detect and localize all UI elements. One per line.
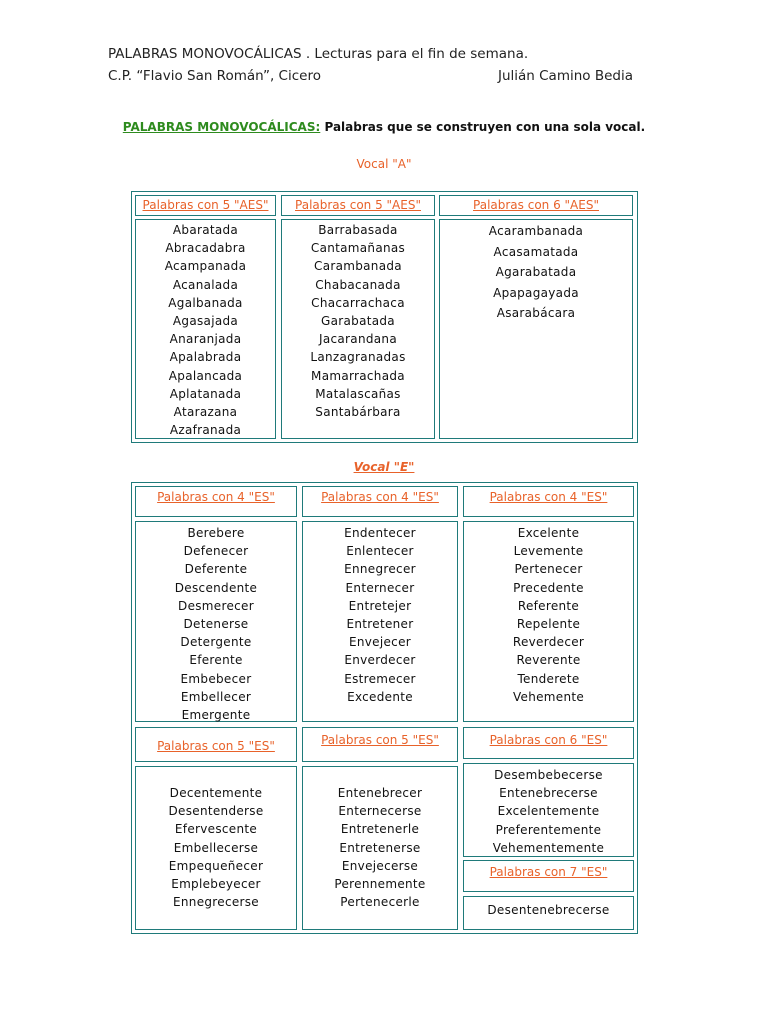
table-e-row2-column-1 (135, 766, 297, 930)
word-item: Entretener (346, 616, 414, 631)
word-item: Enternecerse (338, 804, 422, 819)
word-item: Asarabácara (496, 306, 576, 320)
word-item: Abaratada (172, 223, 239, 237)
word-item: Mamarrachada (311, 368, 405, 383)
word-item: Anaranjada (169, 332, 242, 347)
word-item: Entenebrecerse (499, 786, 598, 801)
word-item: Perennemente (334, 876, 426, 891)
author-name: Julián Camino Bedia (497, 68, 633, 84)
word-item: Excedente (347, 689, 413, 704)
word-item: Agasajada (172, 313, 239, 328)
word-item: Entretenerle (340, 822, 420, 837)
word-item: Pertenecerle (340, 895, 420, 910)
table-e-row2-column-3 (463, 763, 634, 857)
header-label: Palabras con 6 "AES" (473, 198, 599, 212)
word-item: Eferente (189, 653, 243, 668)
word-item: Matalascañas (315, 386, 401, 401)
word-item: Embebecer (180, 671, 252, 686)
word-item: Apapagayada (493, 285, 579, 300)
table-e-header-6 (463, 727, 634, 759)
word-item: Chacarrachaca (311, 295, 405, 310)
table-e-header-1 (135, 486, 297, 517)
word-item: Desentenebrecerse (487, 903, 610, 917)
word-item: Deferente (184, 562, 248, 577)
word-item: Atarazana (173, 404, 238, 419)
word-item: Apalabrada (169, 350, 242, 365)
word-item: Endentecer (344, 526, 416, 540)
word-item: Santabárbara (315, 404, 401, 419)
word-item: Descendente (174, 580, 258, 595)
word-item: Garabatada (321, 313, 395, 328)
word-item: Levemente (513, 544, 584, 559)
word-item: Enternecer (345, 580, 415, 595)
word-item: Vehementemente (492, 840, 605, 855)
table-e-row1-column-3 (463, 521, 634, 722)
word-item: Enverdecer (344, 653, 416, 668)
word-item: Acarambanada (488, 224, 584, 238)
word-item: Excelentemente (497, 804, 600, 819)
header-label: Palabras con 4 "ES" (321, 490, 439, 504)
word-item: Apalancada (168, 368, 243, 383)
table-e-header-5 (302, 727, 458, 762)
table-a-column-1 (135, 219, 276, 439)
word-item: Envejecerse (341, 858, 419, 873)
word-item: Decentemente (169, 786, 263, 800)
subtitle-highlight: PALABRAS MONOVOCÁLICAS: (122, 120, 321, 134)
word-item: Ennegrecer (344, 562, 416, 577)
word-item: Entenebrecer (337, 786, 423, 800)
header-label: Palabras con 5 "AES" (295, 198, 421, 212)
word-item: Emergente (181, 707, 251, 722)
word-item: Entretenerse (339, 840, 421, 855)
header-label: Palabras con 4 "ES" (157, 490, 275, 504)
table-e-header-3 (463, 486, 634, 517)
word-item: Reverdecer (512, 635, 585, 650)
table-a-column-3 (439, 219, 633, 439)
word-item: Acanalada (172, 277, 239, 292)
header-label: Palabras con 5 "ES" (157, 739, 275, 753)
header-label: Palabras con 5 "AES" (142, 198, 269, 212)
word-item: Pertenecer (514, 562, 583, 577)
vocal-a-title: Vocal "A" (356, 157, 412, 171)
word-item: Aplatanada (169, 386, 242, 401)
table-e-header-2 (302, 486, 458, 517)
word-item: Enlentecer (346, 544, 414, 559)
word-item: Preferentemente (495, 822, 602, 837)
table-a-header-2 (281, 195, 435, 216)
word-item: Embellecer (180, 689, 252, 704)
word-item: Envejecer (348, 635, 411, 650)
word-item: Vehemente (512, 689, 585, 704)
word-item: Reverente (516, 653, 581, 668)
header-line-1: PALABRAS MONOVOCÁLICAS . Lecturas para el fin de semana. (108, 46, 529, 62)
word-item: Chabacanada (315, 277, 401, 292)
word-item: Efervescente (174, 822, 258, 837)
header-label: Palabras con 7 "ES" (489, 865, 608, 879)
vocal-e-title: Vocal "E" (353, 460, 415, 474)
word-item: Tenderete (517, 671, 580, 686)
table-e-row2-column-2 (302, 766, 458, 930)
word-item: Desentenderse (168, 804, 264, 819)
word-item: Ennegrecerse (173, 895, 259, 910)
word-item: Empequeñecer (168, 858, 264, 873)
table-a-column-2 (281, 219, 435, 439)
word-item: Desembebecerse (494, 768, 603, 782)
word-item: Excelente (517, 526, 580, 540)
word-item: Embellecerse (173, 840, 259, 855)
subtitle-text: Palabras que se construyen con una sola vocal. (320, 120, 646, 134)
header-line-2 (108, 68, 633, 84)
word-item: Acampanada (164, 259, 247, 274)
word-item: Defenecer (183, 544, 249, 559)
table-e-header-4 (135, 727, 297, 762)
table-a-header-1 (135, 195, 276, 216)
word-item: Agarabatada (495, 265, 577, 279)
table-e-row1-column-1 (135, 521, 297, 722)
word-item: Carambanada (314, 259, 402, 274)
table-e-header-7 (463, 860, 634, 892)
word-item: Precedente (513, 580, 584, 595)
table-a-header-3 (439, 195, 633, 216)
word-item: Berebere (187, 526, 245, 540)
word-item: Referente (517, 598, 580, 613)
word-item: Emplebeyecer (171, 876, 261, 891)
header-label: Palabras con 5 "ES" (321, 733, 439, 747)
word-item: Jacarandana (319, 332, 397, 347)
word-item: Agalbanada (168, 295, 243, 310)
word-item: Azafranada (169, 423, 242, 438)
word-item: Barrabasada (318, 223, 398, 237)
header-label: Palabras con 6 "ES" (489, 733, 608, 747)
subtitle (0, 120, 768, 134)
word-item: Acasamatada (493, 244, 579, 259)
header-label: Palabras con 4 "ES" (489, 490, 608, 504)
word-item: Desmerecer (178, 598, 254, 613)
word-item: Abracadabra (165, 241, 246, 256)
word-item: Estremecer (344, 671, 416, 686)
table-e-row2-column-4 (463, 896, 634, 930)
school-name: C.P. “Flavio San Román”, Cicero (108, 68, 321, 84)
word-item: Repelente (516, 616, 581, 631)
word-item: Detergente (180, 635, 252, 650)
word-item: Lanzagranadas (310, 350, 406, 365)
table-e-row1-column-2 (302, 521, 458, 722)
word-item: Entretejer (348, 598, 412, 613)
word-item: Detenerse (183, 616, 249, 631)
word-item: Cantamañanas (310, 241, 406, 256)
